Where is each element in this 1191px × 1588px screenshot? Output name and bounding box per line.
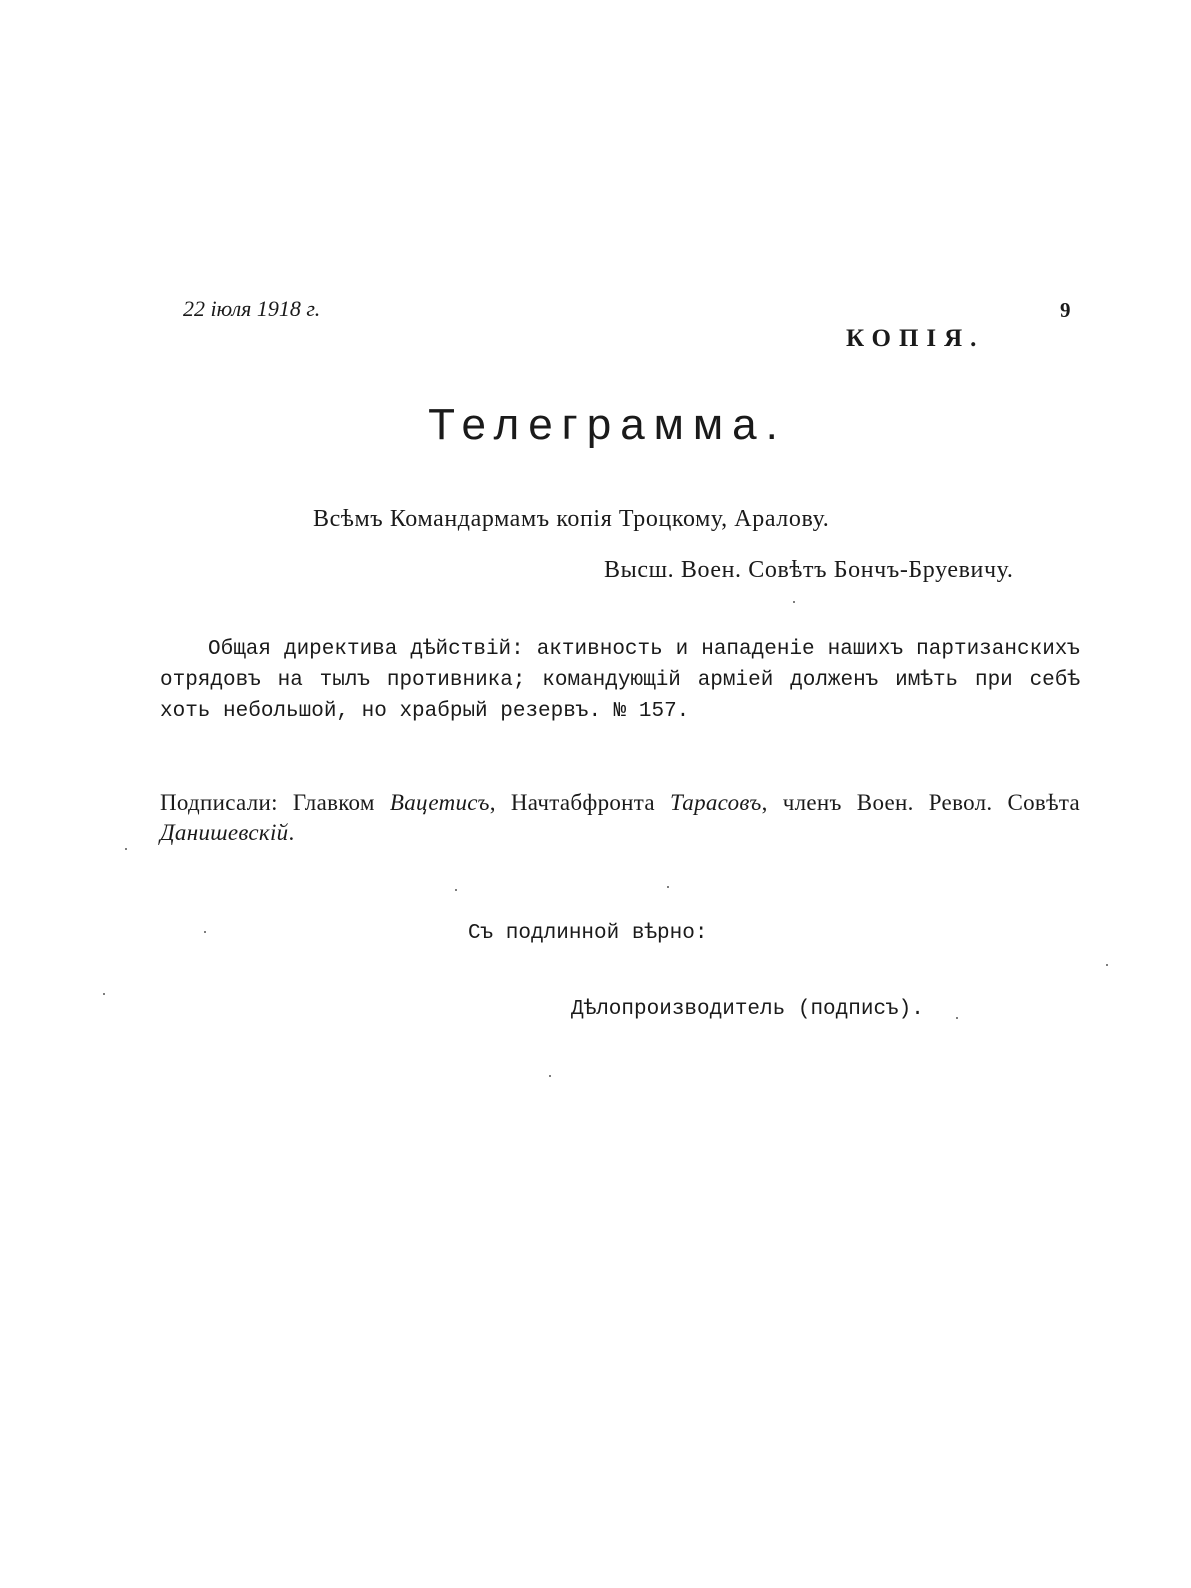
scan-speck (204, 931, 206, 933)
signatory-danishevsky: Данишевскій (160, 820, 289, 845)
scan-speck (125, 848, 127, 850)
scan-speck (549, 1075, 551, 1077)
document-date: 22 іюля 1918 г. (183, 296, 321, 321)
scan-speck (667, 886, 669, 888)
signatures-suffix: . (288, 820, 295, 845)
scan-speck (455, 889, 457, 891)
signatures-prefix: Подписали: Главком (160, 790, 390, 815)
signatures-paragraph (160, 788, 1080, 848)
scan-speck (793, 601, 795, 603)
page-number: 9 (1060, 298, 1071, 322)
clerk-signature-line: Дѣлопроизводитель (подписъ). (571, 998, 924, 1021)
signatures-mid-2: , членъ Воен. Револ. Совѣта (761, 790, 1081, 815)
addressee-line-1: Всѣмъ Командармамъ копія Троцкому, Аралову. (313, 506, 830, 532)
directive-text: Общая директива дѣйствій: активность и нападеніе нашихъ партизанскихъ отрядовъ на тылъ противника; командующій арміей долженъ имѣть при себѣ хоть небольшой, но храбрый резервъ. № 157. (160, 638, 1080, 723)
scan-speck (1106, 964, 1108, 966)
copy-mark: КОПІЯ. (846, 325, 985, 352)
scan-speck (956, 1017, 958, 1019)
signatures-mid-1: , Начтабфронта (489, 790, 671, 815)
signatory-vatsetis: Вацетисъ (389, 790, 490, 815)
document-title: Телеграмма. (428, 400, 787, 449)
certification-line: Съ подлинной вѣрно: (468, 922, 708, 945)
signatory-tarasov: Тарасовъ (670, 790, 762, 815)
addressee-line-2: Высш. Воен. Совѣтъ Бончъ-Бруевичу. (604, 557, 1014, 583)
scan-speck (103, 993, 105, 995)
